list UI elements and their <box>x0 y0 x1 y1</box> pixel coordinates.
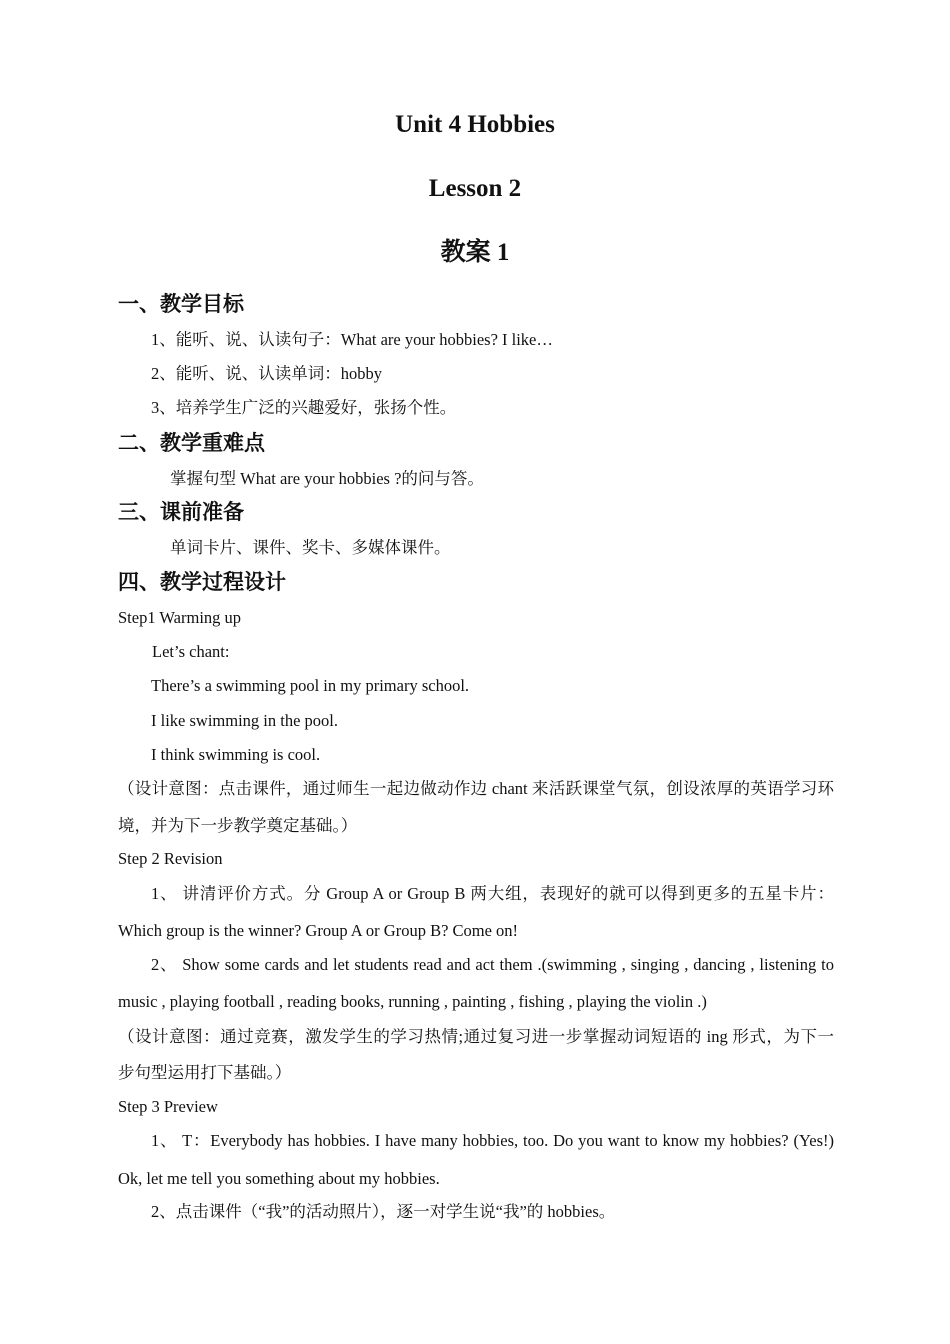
plan-title: 教案 1 <box>440 239 510 266</box>
goal-item: 2、能听、说、认读单词：hobby <box>151 364 382 383</box>
step2-item2: 2、 Show some cards and let students read and act them .(swimming , singing , dancing , listening to <box>151 955 834 974</box>
unit-title: Unit 4 Hobbies <box>395 111 555 138</box>
step3-item1: 1、 T：Everybody has hobbies. I have many hobbies, too. Do you want to know my hobbies? (Yes!) <box>151 1131 834 1150</box>
goals-heading: 一、教学目标 <box>118 292 244 316</box>
step2-intent: （设计意图：通过竞赛，激发学生的学习热情;通过复习进一步掌握动词短语的 ing 形式，为下一 <box>118 1027 834 1046</box>
step3-title: Step 3 Preview <box>118 1097 218 1116</box>
step1-title: Step1 Warming up <box>118 608 242 627</box>
preparation-heading: 三、课前准备 <box>118 500 244 524</box>
chant-line: There’s a swimming pool in my primary school. <box>151 676 470 695</box>
process-heading: 四、教学过程设计 <box>118 570 286 594</box>
goal-item: 1、能听、说、认读句子：What are your hobbies? I like… <box>151 330 553 349</box>
key-points-heading: 二、教学重难点 <box>118 431 265 455</box>
step2-title: Step 2 Revision <box>118 849 223 868</box>
chant-label: Let’s chant: <box>152 642 230 661</box>
step3-item2: 2、点击课件（“我”的活动照片），逐一对学生说“我”的 hobbies。 <box>151 1202 616 1221</box>
chant-line: I like swimming in the pool. <box>151 711 338 730</box>
key-points-text: 掌握句型 What are your hobbies ?的问与答。 <box>170 469 484 488</box>
step1-intent-cont: 境，并为下一步教学奠定基础。） <box>118 816 358 835</box>
step2-intent-cont: 步句型运用打下基础。） <box>118 1063 292 1082</box>
lesson-title: Lesson 2 <box>428 175 522 202</box>
chant-line: I think swimming is cool. <box>151 745 321 764</box>
step3-item1-cont: Ok, let me tell you something about my hobbies. <box>118 1169 440 1188</box>
step2-item1: 1、 讲清评价方式。分 Group A or Group B 两大组，表现好的就可以得到更多的五星卡片： <box>151 884 834 903</box>
goal-item: 3、培养学生广泛的兴趣爱好，张扬个性。 <box>151 398 457 417</box>
preparation-text: 单词卡片、课件、奖卡、多媒体课件。 <box>170 538 451 557</box>
step2-item1-cont: Which group is the winner? Group A or Group B? Come on! <box>118 921 519 940</box>
step2-item2-cont: music , playing football , reading books, running , painting , fishing , playing the violin .) <box>118 992 707 1011</box>
step1-intent: （设计意图：点击课件，通过师生一起边做动作边 chant 来活跃课堂气氛，创设浓厚的英语学习环 <box>118 779 834 798</box>
